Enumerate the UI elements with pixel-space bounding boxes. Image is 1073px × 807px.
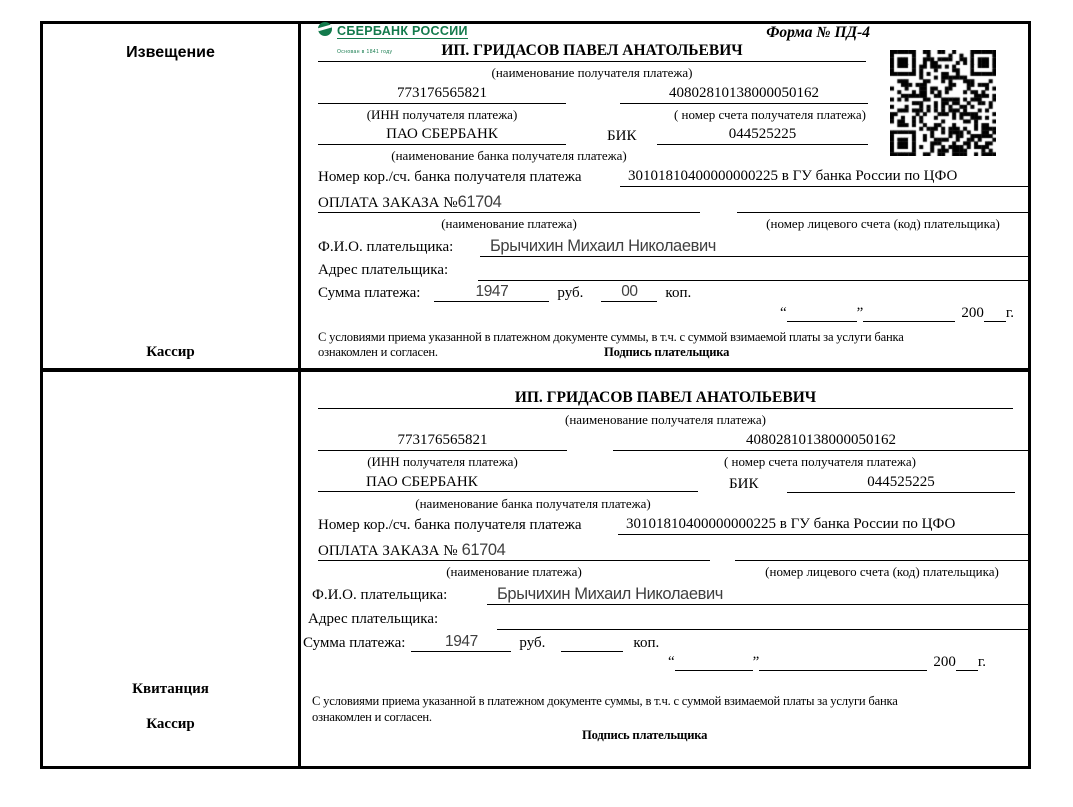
payer-code-label-notice: (номер лицевого счета (код) плательщика) bbox=[766, 216, 1000, 231]
bank-name-notice: ПАО СБЕРБАНК bbox=[318, 126, 566, 145]
sberbank-logo-tagline: Основан в 1841 году bbox=[337, 49, 393, 55]
quote-close-receipt: ” bbox=[752, 654, 760, 670]
payee-name-notice: ИП. ГРИДАСОВ ПАВЕЛ АНАТОЛЬЕВИЧ bbox=[318, 42, 866, 62]
notice-title: Извещение bbox=[126, 44, 215, 61]
agreement-line1-notice: С условиями приема указанной в платежном документе суммы, в т.ч. с суммой взимаемой платы за услуги банка bbox=[318, 330, 904, 344]
payee-name-label-notice: (наименование получателя платежа) bbox=[491, 65, 693, 80]
payment-name-label-notice: (наименование платежа) bbox=[441, 216, 577, 231]
payee-account-label-receipt: ( номер счета получателя платежа) bbox=[723, 454, 917, 469]
order-number-receipt: 61704 bbox=[461, 541, 506, 559]
payee-inn-label-receipt: (ИНН получателя платежа) bbox=[367, 454, 518, 469]
receipt-title: Квитанция bbox=[132, 681, 209, 697]
quote-open-notice: “ bbox=[780, 305, 787, 321]
payee-account-notice: 40802810138000050162 bbox=[620, 85, 868, 104]
amount-label-notice: Сумма платежа: bbox=[318, 285, 421, 301]
date-row-receipt bbox=[668, 654, 986, 671]
rub-label-notice: руб. bbox=[557, 285, 584, 301]
quote-open-receipt: “ bbox=[668, 654, 675, 670]
corr-account-value-notice: 30101810400000000225 в ГУ банка России по ЦФО bbox=[620, 168, 1029, 187]
kop-label-notice: коп. bbox=[665, 285, 692, 301]
payment-purpose-receipt bbox=[318, 541, 710, 561]
date-month-field-notice bbox=[863, 306, 955, 322]
payer-address-value-receipt bbox=[497, 610, 1029, 630]
form-code: Форма № ПД-4 bbox=[766, 24, 870, 41]
year-prefix-notice: 200 bbox=[961, 305, 984, 321]
cashier-label-receipt: Кассир bbox=[146, 716, 195, 732]
kop-label-receipt: коп. bbox=[633, 635, 660, 651]
amount-kop-value-notice: 00 bbox=[601, 283, 657, 302]
purpose-label-receipt: ОПЛАТА ЗАКАЗА № bbox=[318, 543, 458, 559]
sberbank-logo-text: СБЕРБАНК РОССИИ bbox=[337, 24, 468, 38]
payer-code-label-receipt: (номер лицевого счета (код) плательщика) bbox=[765, 564, 999, 579]
payee-inn-label-notice: (ИНН получателя платежа) bbox=[366, 107, 518, 122]
payer-address-label-receipt: Адрес плательщика: bbox=[308, 611, 439, 627]
bank-name-label-receipt: (наименование банка получателя платежа) bbox=[415, 496, 651, 511]
year-field-receipt bbox=[956, 655, 978, 671]
payer-address-label-notice: Адрес плательщика: bbox=[318, 262, 449, 278]
section-divider bbox=[40, 368, 1031, 372]
bank-name-receipt: ПАО СБЕРБАНК bbox=[318, 474, 698, 492]
payer-code-field-notice bbox=[737, 193, 1029, 213]
quote-close-notice: ” bbox=[856, 305, 864, 321]
payer-fio-label-receipt: Ф.И.О. плательщика: bbox=[312, 587, 448, 603]
payee-account-label-notice: ( номер счета получателя платежа) bbox=[673, 107, 867, 122]
bik-value-receipt: 044525225 bbox=[787, 474, 1015, 493]
payee-inn-notice: 773176565821 bbox=[318, 85, 566, 104]
corr-account-label-notice: Номер кор./сч. банка получателя платежа bbox=[318, 169, 582, 185]
amount-kop-value-receipt bbox=[561, 651, 623, 652]
vertical-divider bbox=[298, 21, 301, 769]
year-suffix-receipt: г. bbox=[977, 654, 987, 670]
year-prefix-receipt: 200 bbox=[933, 654, 956, 670]
date-day-field-receipt bbox=[675, 655, 753, 671]
amount-row-receipt bbox=[303, 634, 659, 652]
payer-fio-label-notice: Ф.И.О. плательщика: bbox=[318, 239, 454, 255]
agreement-line2-receipt: ознакомлен и согласен. bbox=[312, 710, 432, 724]
bank-name-label-notice: (наименование банка получателя платежа) bbox=[391, 148, 627, 163]
payment-purpose-notice bbox=[318, 193, 700, 213]
agreement-line2-notice: ознакомлен и согласен. bbox=[318, 345, 438, 359]
qr-code bbox=[890, 50, 996, 156]
payee-name-receipt: ИП. ГРИДАСОВ ПАВЕЛ АНАТОЛЬЕВИЧ bbox=[318, 389, 1013, 409]
amount-rub-value-notice: 1947 bbox=[434, 283, 549, 302]
bik-value-notice: 044525225 bbox=[657, 126, 868, 145]
payer-address-value-notice bbox=[478, 261, 1029, 281]
purpose-label-notice: ОПЛАТА ЗАКАЗА № bbox=[318, 195, 458, 211]
payee-name-label-receipt: (наименование получателя платежа) bbox=[565, 412, 766, 427]
date-day-field-notice bbox=[787, 306, 857, 322]
agreement-line1-receipt: С условиями приема указанной в платежном документе суммы, в т.ч. с суммой взимаемой платы за услуги банка bbox=[312, 694, 898, 708]
amount-rub-value-receipt: 1947 bbox=[411, 633, 511, 652]
order-number-notice: 61704 bbox=[457, 193, 502, 211]
rub-label-receipt: руб. bbox=[519, 635, 546, 651]
amount-row-notice bbox=[318, 284, 691, 302]
payer-fio-value-receipt: Брычихин Михаил Николаевич bbox=[487, 585, 1029, 605]
cashier-label-notice: Кассир bbox=[146, 344, 195, 360]
sberbank-logo-icon bbox=[318, 22, 332, 36]
payer-fio-value-notice: Брычихин Михаил Николаевич bbox=[480, 237, 1029, 257]
payment-name-label-receipt: (наименование платежа) bbox=[446, 564, 582, 579]
year-field-notice bbox=[984, 306, 1006, 322]
signature-label-receipt: Подпись плательщика bbox=[582, 728, 708, 742]
bik-label-notice: БИК bbox=[607, 128, 637, 144]
corr-account-label-receipt: Номер кор./сч. банка получателя платежа bbox=[318, 517, 582, 533]
bik-label-receipt: БИК bbox=[729, 476, 759, 492]
date-month-field-receipt bbox=[759, 655, 927, 671]
payer-code-field-receipt bbox=[735, 541, 1029, 561]
payee-account-receipt: 40802810138000050162 bbox=[613, 432, 1029, 451]
amount-label-receipt: Сумма платежа: bbox=[303, 635, 406, 651]
date-row-notice bbox=[780, 305, 1014, 322]
signature-label-notice: Подпись плательщика bbox=[604, 345, 730, 359]
year-suffix-notice: г. bbox=[1005, 305, 1015, 321]
payee-inn-receipt: 773176565821 bbox=[318, 432, 567, 451]
corr-account-value-receipt: 30101810400000000225 в ГУ банка России по ЦФО bbox=[618, 516, 1029, 535]
